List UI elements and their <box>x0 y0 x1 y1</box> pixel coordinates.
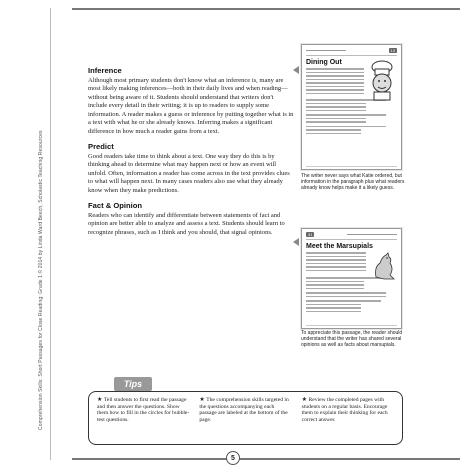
chef-dog-illustration-icon <box>364 59 400 101</box>
thumbnail-header <box>302 45 401 53</box>
tip-text: Review the completed pages with students on a regular basis. Encourage them to explain their thinking for each correct answer. <box>301 397 388 423</box>
left-margin-rule <box>50 8 51 460</box>
tip-item <box>199 397 291 439</box>
star-icon: ★ <box>97 397 104 403</box>
worksheet-title: Dining Out <box>306 59 342 66</box>
worksheet-thumbnail-marsupials <box>301 228 402 329</box>
worksheet-text-lines <box>306 68 364 94</box>
section-predict <box>88 142 294 195</box>
section-paragraph: Readers who can identify and differentiate between statements of fact and opinion are better able to analyze and assess a text. Students should learn to recognize phrases, such as I think and you should, that signal opinions. <box>88 211 285 236</box>
side-credit: Comprehension Skills: Short Passages for Close Reading: Grade 1 © 2014 by Linda Ward Beech, Scholastic Teaching Resources <box>38 130 44 430</box>
page-number: 5 <box>226 451 240 465</box>
tips-badge: Tips <box>114 377 152 391</box>
main-text-column <box>88 66 294 243</box>
tip-text: The comprehension skills targeted in the questions accompanying each passage are labeled at the bottom of the page. <box>199 397 289 423</box>
worksheet-questions <box>306 99 397 134</box>
tip-item <box>302 397 394 439</box>
worksheet-number: 31 <box>308 232 313 237</box>
pointer-arrow-icon <box>293 66 299 74</box>
star-icon: ★ <box>301 397 309 403</box>
name-line <box>306 50 346 51</box>
section-fact-opinion <box>88 201 294 237</box>
section-paragraph: Although most primary students don't know what an inference is, many are most likely making inferences—both in their daily lives and when reading—without being aware of it. Students should understand that writers don't include every detail in their writing; it is up to readers to supply some information. A reader makes a guess or inference by putting together what is in a text with what he or she already knows. Inferring makes a significant difference in how much a reader gains from a text. <box>88 76 294 135</box>
section-heading: Inference <box>88 66 122 75</box>
section-paragraph: Good readers take time to think about a text. One way they do this is by thinking ahead to determine what may happen next or how an event will unfold. Often, information a reader has come across in the text provides clues to what will happen next. In many cases readers also use what they already know when they make predictions. <box>88 152 290 194</box>
tip-item <box>97 397 189 439</box>
worksheet-footer <box>306 325 397 326</box>
caption-marsupials: To appreciate this passage, the reader should understand that the writer has shared several opinions as well as facts about marsupials. <box>301 330 403 349</box>
section-heading: Fact & Opinion <box>88 201 142 210</box>
tip-text: Tell students to first read the passage and then answer the questions. Show them how to fill in the circles for bubble-test questions. <box>97 397 190 423</box>
worksheet-number: 13 <box>390 48 395 53</box>
thumbnail-header <box>302 229 401 237</box>
worksheet-questions <box>306 277 397 312</box>
worksheet-title: Meet the Marsupials <box>306 243 373 250</box>
bottom-rule <box>72 458 460 460</box>
star-icon: ★ <box>199 397 207 403</box>
divider <box>306 239 397 240</box>
worksheet-footer <box>306 166 397 167</box>
section-heading: Predict <box>88 142 114 151</box>
tips-box <box>88 391 403 445</box>
divider <box>306 55 397 56</box>
top-rule <box>72 8 460 10</box>
caption-dining-out: The writer never says what Katie ordered, but information in the paragraph plus what readers already know helps make it a likely guess. <box>301 173 405 192</box>
worksheet-thumbnail-dining-out <box>301 44 402 170</box>
worksheet-text-lines <box>306 252 366 271</box>
kangaroo-illustration-icon <box>368 251 398 281</box>
pointer-arrow-icon <box>293 238 299 246</box>
section-inference <box>88 66 294 136</box>
name-line <box>347 234 397 235</box>
